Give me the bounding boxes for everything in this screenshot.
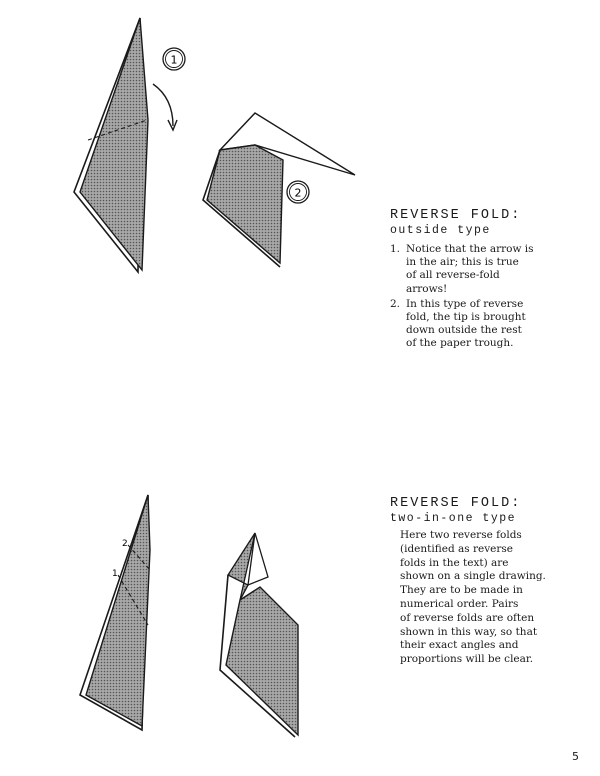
section-paragraph: Here two reverse folds (identified as reverse folds in the text) are shown on a single drawing. They are to be made in numerical order. Pairs of reverse folds are often shown in this way, so that their exact angles and proportions will be clear. <box>400 529 546 666</box>
section-heading: REVERSE FOLD: <box>390 496 522 511</box>
step-marker-2 <box>284 178 314 208</box>
section-outside-type <box>390 208 595 353</box>
diagram-two-in-one-result <box>210 525 310 740</box>
fold-label-2: 2 <box>122 539 128 549</box>
step-item: 1. Notice that the arrow is in the air; this is true of all reverse-fold arrows! <box>390 243 534 295</box>
diagram-two-in-one-start <box>70 490 170 735</box>
section-subheading: outside type <box>390 224 491 237</box>
section-heading: REVERSE FOLD: <box>390 208 522 223</box>
step-marker-1 <box>160 45 190 75</box>
step-item: 2. In this type of reverse fold, the tip is brought down outside the rest of the paper trough. <box>390 297 526 350</box>
diagram-step-2 <box>195 105 365 275</box>
curved-arrow-icon <box>145 80 190 135</box>
step-marker-1-label: 1 <box>170 53 178 67</box>
section-subheading: two-in-one type <box>390 512 517 525</box>
step-marker-2-label: 2 <box>294 186 302 200</box>
section-two-in-one-type <box>390 496 595 667</box>
page-number: 5 <box>572 750 579 763</box>
fold-label-1: 1 <box>112 569 118 579</box>
steps-list <box>390 243 595 351</box>
